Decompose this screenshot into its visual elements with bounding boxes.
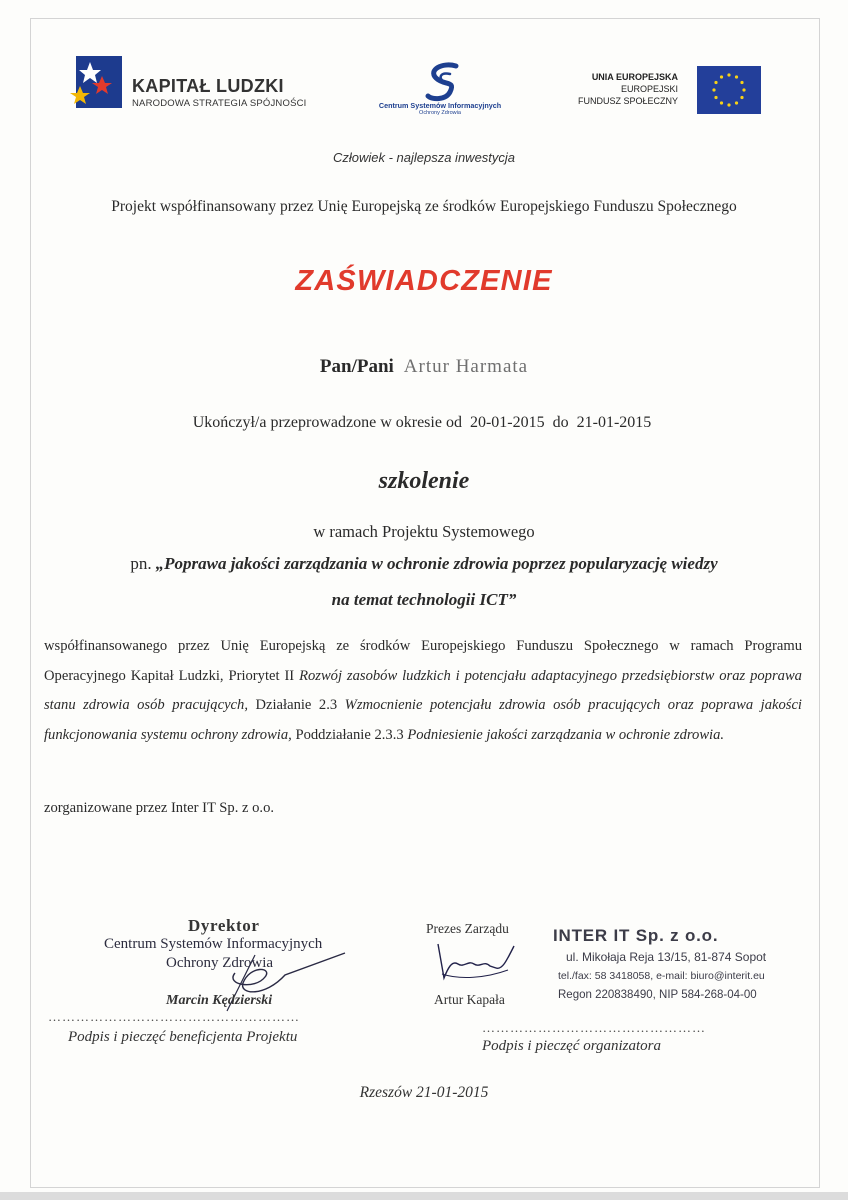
director-stamp-line1: Centrum Systemów Informacyjnych <box>104 936 323 952</box>
eu-star-icon <box>740 81 743 84</box>
date-to: 21-01-2015 <box>576 414 652 431</box>
para-text-1: współfinansowanego przez Unię Europejską ze środków Europejskiego Funduszu Społecznego w ramach Programu Operacyjnego Kapitał Ludzki, Priorytet II <box>44 638 802 684</box>
project-prefix: pn. <box>130 554 152 573</box>
beneficiary-caption: Podpis i pieczęć beneficjenta Projektu <box>68 1029 298 1045</box>
eu-star-icon <box>720 75 723 78</box>
president-name: Artur Kapała <box>434 992 505 1007</box>
stamp-contact: tel./fax: 58 3418058, e-mail: biuro@interit.eu <box>558 970 765 982</box>
completed-text: Ukończył/a przeprowadzone w okresie od <box>192 414 462 431</box>
training-label: szkolenie <box>378 468 470 494</box>
kapital-ludzki-logo-icon <box>68 52 126 112</box>
kapital-ludzki-subtitle: NARODOWA STRATEGIA SPÓJNOŚCI <box>132 98 307 109</box>
eu-star-icon <box>727 103 730 106</box>
para-text-3: Poddziałanie 2.3.3 <box>291 726 408 743</box>
president-role: Prezes Zarządu <box>426 921 509 936</box>
eu-star-icon <box>735 101 738 104</box>
project-title-line2: na temat technologii ICT” <box>331 590 517 609</box>
eu-label-line1: UNIA EUROPEJSKA <box>591 72 678 82</box>
director-title: Dyrektor <box>188 916 260 935</box>
stamp-company: INTER IT Sp. z o.o. <box>553 926 719 945</box>
president-signature-icon <box>430 938 520 988</box>
stamp-ids: Regon 220838490, NIP 584-268-04-00 <box>558 989 757 1001</box>
slogan: Człowiek - najlepsza inwestycja <box>332 150 516 165</box>
within-project: w ramach Projektu Systemowego <box>313 522 535 541</box>
csioz-subtitle: Ochrony Zdrowia <box>419 110 461 116</box>
date-separator: do <box>552 414 569 431</box>
salutation: Pan/Pani <box>319 356 394 377</box>
organizer-line: zorganizowane przez Inter IT Sp. z o.o. <box>44 800 275 816</box>
place-and-date: Rzeszów 21-01-2015 <box>359 1084 489 1101</box>
organizer-caption: Podpis i pieczęć organizatora <box>482 1038 662 1054</box>
eu-star-icon <box>740 96 743 99</box>
eu-flag-icon <box>697 66 761 114</box>
date-from: 20-01-2015 <box>469 414 545 431</box>
stamp-address: ul. Mikołaja Reja 13/15, 81-874 Sopot <box>566 950 767 964</box>
eu-star-icon <box>712 88 715 91</box>
eu-star-icon <box>720 101 723 104</box>
submeasure-name: Podniesienie jakości zarządzania w ochronie zdrowia. <box>407 726 725 743</box>
director-signature-line: ……………………………………………… <box>48 1009 300 1024</box>
csioz-logo-icon <box>420 60 466 104</box>
csioz-title: Centrum Systemów Informacyjnych <box>378 101 502 110</box>
organizer-signature-line: ………………………………………… <box>482 1020 706 1035</box>
eu-star-icon <box>735 75 738 78</box>
eu-star-icon <box>742 88 745 91</box>
eu-star-icon <box>727 73 730 76</box>
recipient-line <box>0 356 848 378</box>
period-line <box>0 414 848 432</box>
priority-name: Rozwój zasobów ludzkich i potencjału adaptacyjnego przedsiębiorstw oraz poprawa stanu zdrowia osób pracujących, <box>44 667 802 713</box>
measure-name: Wzmocnienie potencjału zdrowia osób pracujących oraz poprawa jakości funkcjonowania systemu ochrony zdrowia, <box>44 697 802 743</box>
scan-edge <box>0 1192 848 1200</box>
eu-star-icon <box>714 81 717 84</box>
eu-label-line3: FUNDUSZ SPOŁECZNY <box>577 96 678 106</box>
kapital-ludzki-title: KAPITAŁ LUDZKI <box>132 76 284 96</box>
project-title-part1: „Poprawa jakości zarządzania w ochronie zdrowia poprzez popularyzację wiedzy <box>155 554 718 573</box>
director-name: Marcin Kędzierski <box>166 993 273 1008</box>
certificate-heading: ZAŚWIADCZENIE <box>295 265 553 297</box>
eu-label-line2: EUROPEJSKI <box>620 84 678 94</box>
para-text-2: Działanie 2.3 <box>247 697 345 713</box>
eu-star-icon <box>714 96 717 99</box>
cofinanced-note: Projekt współfinansowany przez Unię Europejską ze środków Europejskiego Funduszu Społecznego <box>111 198 737 215</box>
programme-paragraph <box>44 632 802 750</box>
project-title-line1 <box>0 554 848 574</box>
recipient-name: Artur Harmata <box>403 356 529 377</box>
director-stamp-line2: Ochrony Zdrowia <box>166 955 274 971</box>
